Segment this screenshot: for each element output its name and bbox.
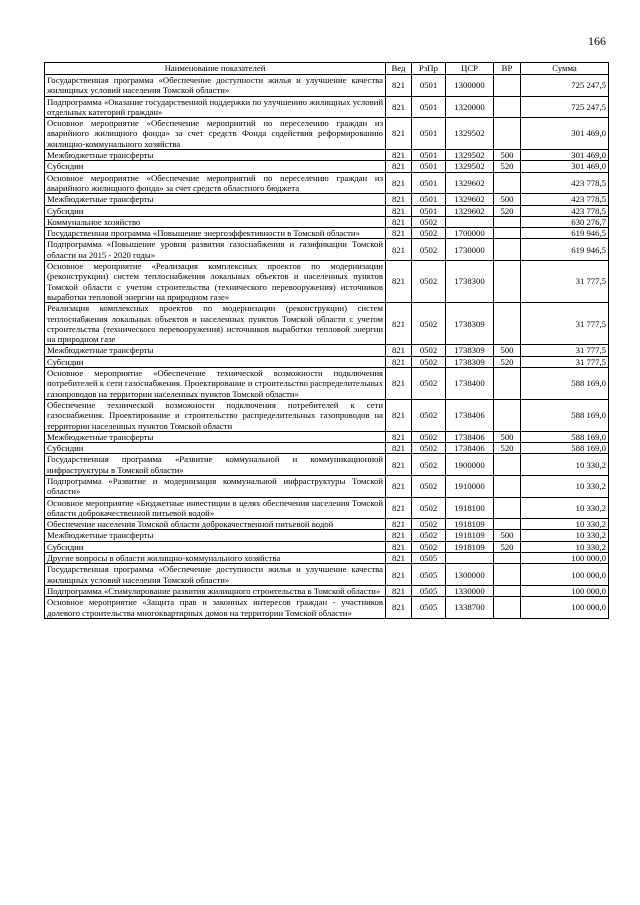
table-row — [45, 261, 609, 303]
cell-sum: 10 330,2 — [521, 497, 609, 519]
cell-ved: 821 — [386, 443, 412, 454]
cell-ved: 821 — [386, 475, 412, 497]
cell-vr — [494, 454, 521, 476]
cell-sum: 588 169,0 — [521, 399, 609, 431]
cell-csr: 1329502 — [446, 150, 494, 161]
cell-vr: 500 — [494, 150, 521, 161]
cell-ved: 821 — [386, 553, 412, 564]
cell-csr: 1738400 — [446, 368, 494, 400]
cell-vr — [494, 261, 521, 303]
cell-vr — [494, 475, 521, 497]
cell-vr — [494, 118, 521, 150]
cell-csr: 1918100 — [446, 497, 494, 519]
cell-rzpr: 0502 — [412, 356, 446, 367]
cell-ved: 821 — [386, 368, 412, 400]
cell-vr: 500 — [494, 345, 521, 356]
table-row — [45, 431, 609, 442]
table-row — [45, 597, 609, 619]
cell-sum: 100 000,0 — [521, 597, 609, 619]
cell-vr — [494, 239, 521, 261]
cell-name: Основное мероприятие «Реализация комплексных проектов по модернизации (реконструкции) систем теплоснабжения локальных объектов и населенных пунктов Томской области с учетом строительства (технического перевооружения) источников выработки тепловой энергии на природном газе» — [45, 261, 386, 303]
cell-name: Подпрограмма «Развитие и модернизация коммунальной инфраструктуры Томской области» — [45, 475, 386, 497]
cell-rzpr: 0502 — [412, 454, 446, 476]
table-row — [45, 161, 609, 172]
cell-sum: 10 330,2 — [521, 530, 609, 541]
cell-name: Государственная программа «Повышение энергоэффективности в Томской области» — [45, 228, 386, 239]
cell-rzpr: 0502 — [412, 261, 446, 303]
cell-rzpr: 0501 — [412, 172, 446, 194]
cell-csr: 1738309 — [446, 303, 494, 345]
cell-name: Коммунальное хозяйство — [45, 216, 386, 227]
cell-csr: 1738309 — [446, 356, 494, 367]
cell-ved: 821 — [386, 399, 412, 431]
cell-rzpr: 0502 — [412, 443, 446, 454]
cell-rzpr: 0502 — [412, 216, 446, 227]
cell-vr — [494, 368, 521, 400]
cell-vr — [494, 564, 521, 586]
cell-name: Основное мероприятие «Бюджетные инвестиции в целях обеспечения населения Томской области доброкачественной питьевой водой» — [45, 497, 386, 519]
cell-name: Межбюджетные трансферты — [45, 345, 386, 356]
cell-name: Другие вопросы в области жилищно-коммунального хозяйства — [45, 553, 386, 564]
cell-csr: 1329502 — [446, 161, 494, 172]
cell-name: Подпрограмма «Повышение уровня развития газоснабжения и газификации Томской области на 2015 - 2020 годы» — [45, 239, 386, 261]
cell-sum: 301 469,0 — [521, 118, 609, 150]
cell-csr: 1329602 — [446, 194, 494, 205]
cell-name: Субсидии — [45, 541, 386, 552]
cell-ved: 821 — [386, 345, 412, 356]
header-csr: ЦСР — [446, 63, 494, 75]
cell-sum: 100 000,0 — [521, 564, 609, 586]
cell-ved: 821 — [386, 303, 412, 345]
cell-vr: 500 — [494, 431, 521, 442]
cell-name: Основное мероприятие «Обеспечение технической возможности подключения потребителей к сети газоснабжения. Проектирование и строительство распределительных газопроводов на территории населенных пунктов Томской области» — [45, 368, 386, 400]
cell-sum: 10 330,2 — [521, 475, 609, 497]
cell-ved: 821 — [386, 161, 412, 172]
cell-rzpr: 0502 — [412, 497, 446, 519]
table-row — [45, 553, 609, 564]
table-row — [45, 345, 609, 356]
cell-sum: 10 330,2 — [521, 541, 609, 552]
cell-name: Субсидии — [45, 161, 386, 172]
cell-ved: 821 — [386, 261, 412, 303]
cell-rzpr: 0505 — [412, 553, 446, 564]
cell-name: Обеспечение технической возможности подключения потребителей к сети газоснабжения. Проектирование и строительство распределительных газопроводов на территории населенных пунктов Томской области — [45, 399, 386, 431]
table-row — [45, 454, 609, 476]
cell-rzpr: 0501 — [412, 205, 446, 216]
table-row — [45, 216, 609, 227]
cell-rzpr: 0502 — [412, 345, 446, 356]
cell-sum: 100 000,0 — [521, 553, 609, 564]
table-row — [45, 399, 609, 431]
table-row — [45, 150, 609, 161]
cell-sum: 100 000,0 — [521, 585, 609, 596]
table-row — [45, 443, 609, 454]
table-row — [45, 530, 609, 541]
cell-csr: 1330000 — [446, 585, 494, 596]
cell-rzpr: 0502 — [412, 368, 446, 400]
cell-ved: 821 — [386, 194, 412, 205]
cell-rzpr: 0502 — [412, 228, 446, 239]
cell-csr: 1329502 — [446, 118, 494, 150]
table-row — [45, 585, 609, 596]
cell-ved: 821 — [386, 530, 412, 541]
cell-csr: 1910000 — [446, 475, 494, 497]
cell-ved: 821 — [386, 454, 412, 476]
cell-vr — [494, 75, 521, 97]
cell-vr — [494, 228, 521, 239]
page-number: 166 — [588, 34, 606, 48]
table-row — [45, 564, 609, 586]
cell-vr — [494, 96, 521, 118]
cell-vr — [494, 519, 521, 530]
cell-rzpr: 0502 — [412, 519, 446, 530]
cell-sum: 10 330,2 — [521, 454, 609, 476]
cell-name: Подпрограмма «Оказание государственной поддержки по улучшению жилищных условий отдельных категорий граждан» — [45, 96, 386, 118]
header-name: Наименование показателей — [45, 63, 386, 75]
table-body — [45, 75, 609, 619]
table-header-row — [45, 63, 609, 75]
cell-ved: 821 — [386, 239, 412, 261]
cell-csr: 1730000 — [446, 239, 494, 261]
cell-vr — [494, 216, 521, 227]
cell-ved: 821 — [386, 96, 412, 118]
cell-sum: 725 247,5 — [521, 75, 609, 97]
cell-sum: 588 169,0 — [521, 368, 609, 400]
header-sum: Сумма — [521, 63, 609, 75]
cell-name: Субсидии — [45, 356, 386, 367]
cell-vr: 500 — [494, 530, 521, 541]
table-row — [45, 541, 609, 552]
cell-name: Государственная программа «Обеспечение доступности жилья и улучшение качества жилищных условий населения Томской области» — [45, 75, 386, 97]
cell-csr: 1738309 — [446, 345, 494, 356]
cell-csr: 1738406 — [446, 399, 494, 431]
cell-ved: 821 — [386, 172, 412, 194]
cell-sum: 31 777,5 — [521, 261, 609, 303]
cell-vr — [494, 553, 521, 564]
cell-name: Основное мероприятие «Обеспечение мероприятий по переселению граждан из аварийного жилищного фонда» за счет средств Фонда содействия реформированию жилищно-коммунального хозяйства — [45, 118, 386, 150]
cell-sum: 619 946,5 — [521, 228, 609, 239]
cell-vr: 520 — [494, 356, 521, 367]
cell-name: Подпрограмма «Стимулирование развития жилищного строительства в Томской области» — [45, 585, 386, 596]
cell-name: Межбюджетные трансферты — [45, 431, 386, 442]
cell-vr — [494, 172, 521, 194]
cell-rzpr: 0502 — [412, 475, 446, 497]
cell-ved: 821 — [386, 431, 412, 442]
cell-csr: 1329602 — [446, 172, 494, 194]
cell-sum: 619 946,5 — [521, 239, 609, 261]
cell-vr: 500 — [494, 194, 521, 205]
cell-sum: 725 247,5 — [521, 96, 609, 118]
cell-sum: 588 169,0 — [521, 431, 609, 442]
cell-csr: 1300000 — [446, 75, 494, 97]
cell-ved: 821 — [386, 585, 412, 596]
cell-rzpr: 0502 — [412, 431, 446, 442]
table-row — [45, 303, 609, 345]
table-row — [45, 368, 609, 400]
table-row — [45, 239, 609, 261]
table-row — [45, 194, 609, 205]
cell-vr — [494, 497, 521, 519]
cell-csr: 1738300 — [446, 261, 494, 303]
cell-ved: 821 — [386, 75, 412, 97]
table-row — [45, 118, 609, 150]
cell-name: Субсидии — [45, 205, 386, 216]
cell-rzpr: 0502 — [412, 399, 446, 431]
table-row — [45, 519, 609, 530]
table-row — [45, 475, 609, 497]
cell-name: Государственная программа «Развитие коммунальной и коммуникационной инфраструктуры в Томской области» — [45, 454, 386, 476]
cell-ved: 821 — [386, 519, 412, 530]
cell-rzpr: 0505 — [412, 585, 446, 596]
cell-csr: 1700000 — [446, 228, 494, 239]
cell-ved: 821 — [386, 497, 412, 519]
cell-vr: 520 — [494, 541, 521, 552]
table-row — [45, 172, 609, 194]
cell-rzpr: 0501 — [412, 150, 446, 161]
cell-csr: 1918109 — [446, 530, 494, 541]
cell-vr: 520 — [494, 205, 521, 216]
cell-sum: 588 169,0 — [521, 443, 609, 454]
cell-csr: 1329602 — [446, 205, 494, 216]
cell-sum: 630 276,7 — [521, 216, 609, 227]
cell-csr: 1738406 — [446, 431, 494, 442]
cell-name: Реализация комплексных проектов по модернизации (реконструкции) систем теплоснабжения локальных объектов и населенных пунктов Томской области с учетом строительства (технического перевооружения) источников выработки тепловой энергии на природном газе — [45, 303, 386, 345]
cell-name: Государственная программа «Обеспечение доступности жилья и улучшение качества жилищных условий населения Томской области» — [45, 564, 386, 586]
cell-rzpr: 0502 — [412, 303, 446, 345]
cell-csr: 1918109 — [446, 541, 494, 552]
cell-rzpr: 0501 — [412, 118, 446, 150]
cell-rzpr: 0505 — [412, 597, 446, 619]
cell-ved: 821 — [386, 597, 412, 619]
budget-table — [44, 62, 609, 619]
cell-csr: 1918109 — [446, 519, 494, 530]
cell-vr: 520 — [494, 443, 521, 454]
cell-sum: 423 778,5 — [521, 172, 609, 194]
cell-ved: 821 — [386, 216, 412, 227]
cell-rzpr: 0502 — [412, 239, 446, 261]
cell-name: Субсидии — [45, 443, 386, 454]
table-row — [45, 356, 609, 367]
cell-csr: 1300000 — [446, 564, 494, 586]
cell-sum: 301 469,0 — [521, 161, 609, 172]
cell-name: Межбюджетные трансферты — [45, 530, 386, 541]
cell-sum: 423 778,5 — [521, 194, 609, 205]
table-row — [45, 96, 609, 118]
cell-rzpr: 0502 — [412, 541, 446, 552]
cell-rzpr: 0501 — [412, 194, 446, 205]
cell-vr — [494, 303, 521, 345]
cell-csr: 1338700 — [446, 597, 494, 619]
cell-sum: 423 778,5 — [521, 205, 609, 216]
cell-rzpr: 0501 — [412, 96, 446, 118]
cell-vr — [494, 399, 521, 431]
cell-csr: 1320000 — [446, 96, 494, 118]
cell-csr: 1738406 — [446, 443, 494, 454]
cell-rzpr: 0501 — [412, 75, 446, 97]
cell-sum: 301 469,0 — [521, 150, 609, 161]
cell-vr — [494, 585, 521, 596]
cell-name: Обеспечение населения Томской области доброкачественной питьевой водой — [45, 519, 386, 530]
cell-ved: 821 — [386, 150, 412, 161]
cell-ved: 821 — [386, 228, 412, 239]
cell-vr: 520 — [494, 161, 521, 172]
cell-rzpr: 0505 — [412, 564, 446, 586]
cell-ved: 821 — [386, 564, 412, 586]
cell-csr — [446, 553, 494, 564]
cell-name: Основное мероприятие «Защита прав и законных интересов граждан - участников долевого строительства многоквартирных домов на территории Томской области» — [45, 597, 386, 619]
cell-name: Межбюджетные трансферты — [45, 150, 386, 161]
table-row — [45, 205, 609, 216]
header-rzpr: РзПр — [412, 63, 446, 75]
cell-vr — [494, 597, 521, 619]
cell-sum: 10 330,2 — [521, 519, 609, 530]
cell-ved: 821 — [386, 356, 412, 367]
cell-name: Межбюджетные трансферты — [45, 194, 386, 205]
cell-sum: 31 777,5 — [521, 345, 609, 356]
cell-rzpr: 0502 — [412, 530, 446, 541]
cell-name: Основное мероприятие «Обеспечение мероприятий по переселению граждан из аварийного жилищного фонда» за счет средств областного бюджета — [45, 172, 386, 194]
cell-sum: 31 777,5 — [521, 356, 609, 367]
cell-rzpr: 0501 — [412, 161, 446, 172]
cell-ved: 821 — [386, 541, 412, 552]
cell-csr — [446, 216, 494, 227]
table-row — [45, 497, 609, 519]
cell-ved: 821 — [386, 205, 412, 216]
cell-sum: 31 777,5 — [521, 303, 609, 345]
header-ved: Вед — [386, 63, 412, 75]
table-row — [45, 75, 609, 97]
table-row — [45, 228, 609, 239]
cell-ved: 821 — [386, 118, 412, 150]
header-vr: ВР — [494, 63, 521, 75]
cell-csr: 1900000 — [446, 454, 494, 476]
